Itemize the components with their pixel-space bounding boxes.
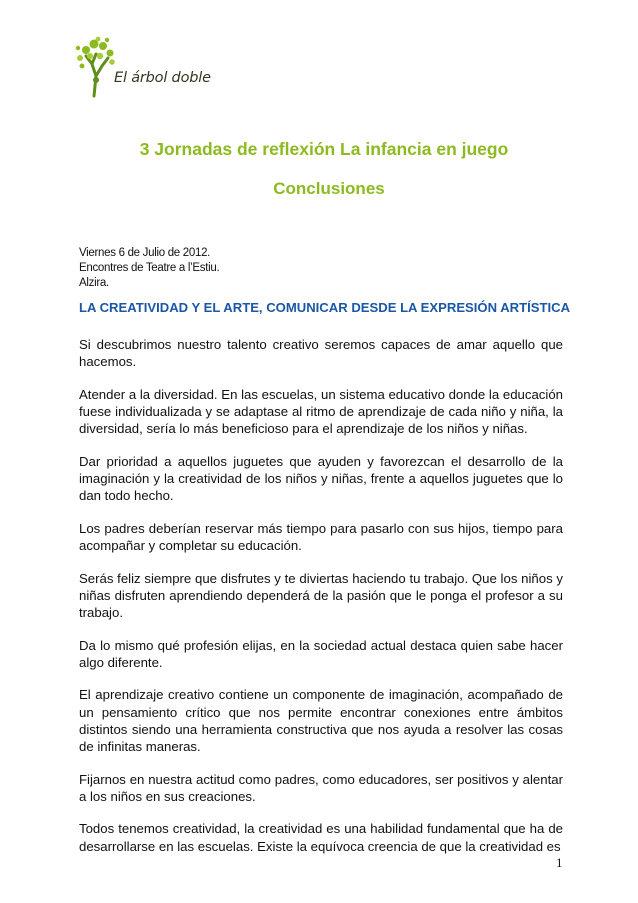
- logo: [74, 36, 214, 100]
- paragraph: El aprendizaje creativo contiene un componente de imaginación, acompañado de un pensamiento crítico que nos permite encontrar conexiones entre ámbitos distintos siendo una herramienta constructiva que nos ayuda a resolver las cosas de infinitas maneras.: [79, 687, 563, 754]
- paragraph: Los padres deberían reservar más tiempo para pasarlo con sus hijos, tiempo para acompañar y completar su educación.: [79, 520, 563, 553]
- paragraph: Si descubrimos nuestro talento creativo seremos capaces de amar aquello que hacemos.: [79, 337, 563, 370]
- paragraph: Fijarnos en nuestra actitud como padres, como educadores, ser positivos y alentar a los niños en sus creaciones.: [79, 771, 563, 804]
- document-subtitle: Conclusiones: [273, 179, 385, 198]
- meta-location: Alzira.: [79, 277, 109, 289]
- paragraph: Todos tenemos creatividad, la creatividad es una habilidad fundamental que ha de desarrollarse en las escuelas. Existe la equívoca creencia de que la creatividad es: [79, 821, 563, 854]
- logo-text: El árbol doble: [114, 70, 211, 86]
- paragraph: Da lo mismo qué profesión elijas, en la sociedad actual destaca quien sabe hacer algo diferente.: [79, 637, 563, 670]
- paragraph: Atender a la diversidad. En las escuelas, un sistema educativo donde la educación fuese individualizada y se adaptase al ritmo de aprendizaje de cada niño y niña, la diversidad, sería lo más beneficioso para el aprendizaje de los niños y niñas.: [79, 386, 563, 437]
- page-number: 1: [556, 855, 563, 870]
- tree-icon: [74, 36, 118, 98]
- meta-event: Encontres de Teatre a l’Estiu.: [79, 262, 220, 274]
- document-title: 3 Jornadas de reflexión La infancia en juego: [139, 139, 509, 159]
- paragraph: Serás feliz siempre que disfrutes y te diviertas haciendo tu trabajo. Que los niños y niñas disfruten aprendiendo dependerá de la pasión que le ponga el profesor a su trabajo.: [79, 570, 563, 620]
- body-text: [79, 336, 563, 870]
- section-heading: LA CREATIVIDAD Y EL ARTE, COMUNICAR DESDE LA EXPRESIÓN ARTÍSTICA: [79, 300, 571, 315]
- event-meta: [79, 246, 219, 291]
- paragraph: Dar prioridad a aquellos juguetes que ayuden y favorezcan el desarrollo de la imaginación y la creatividad de los niños y niñas, frente a aquellos juguetes que lo dan todo hecho.: [79, 453, 563, 504]
- meta-date: Viernes 6 de Julio de 2012.: [79, 247, 211, 259]
